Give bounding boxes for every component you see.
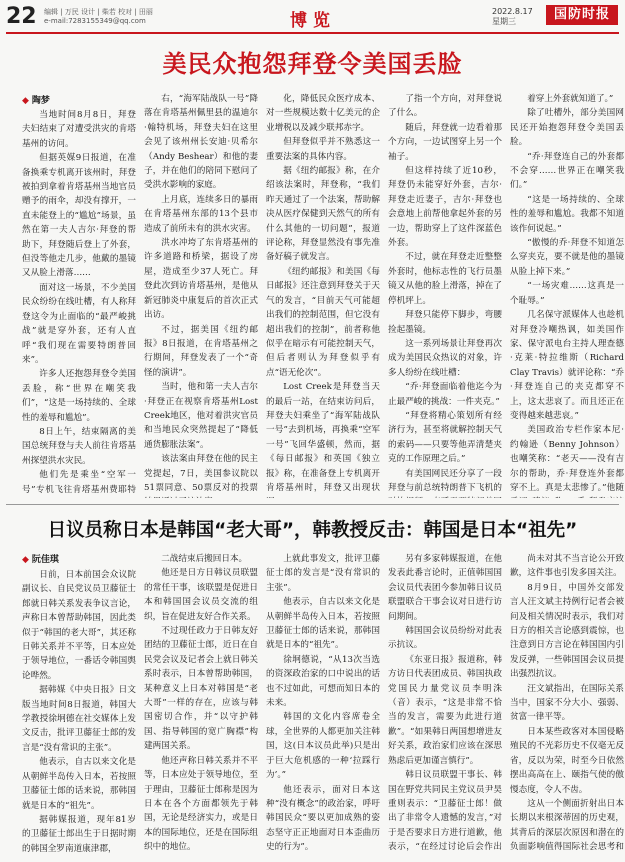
paragraph: 据韩媒《中央日报》日文版当地时间8日报道，韩国大学教授徐坰德在社交媒体上发文反击，批评卫藤征士郎的发言是“没有常识的主张”。 — [22, 685, 136, 753]
paragraph: “这是一场持续的、全球性的羞辱和尴尬。我都不知道该作何说起。” — [510, 194, 624, 234]
paragraph: 化，降低民众医疗成本、对一些规模达数十亿美元的企业增税以及减少联邦赤字。 — [266, 94, 380, 133]
paragraph: 徐坰德说，“从13次当选的资深政治家的口中说出的话也不过如此，可想而知日本的未来。 — [266, 654, 380, 709]
paragraph: 这从一个侧面折射出日本长期以来根深蒂固的历史观，其背后的深层次原因和潜在的负面影响值得国际社会思考和 — [510, 798, 624, 853]
paragraph: 《东亚日报》报道称，韩方访日代表团成员、韩国执政党国民力量党议员李明洙（音）表示，“这是非常不恰当的发言，需要为此进行道歉”。“如果韩日两国想增进友好关系，政治家们应该在深思熟虑后更加谨言慎行”。 — [388, 654, 502, 766]
paragraph: 他还声称日韩关系并不平等，日本应处于领导地位，至于理由，卫藤征士郎称是因为日本在各个方面都领先于韩国，无论是经济实力，或是日本的国际地位，还是在国际组织中的地位。 — [144, 755, 258, 853]
paragraph: 着穿上外套就知道了。” — [527, 94, 614, 104]
paragraph: 这一系列场景让拜登再次成为美国民众热议的对象，许多人纷纷在线吐槽： — [388, 338, 502, 378]
header-divider — [6, 32, 619, 34]
paragraph: 除了吐槽外，部分美国网民还开始抱怨拜登令美国丢脸。 — [510, 108, 624, 148]
paragraph: 该法案由拜登在他的民主党提起，7日，美国参议院以51票同意、50票反对的投票 — [144, 454, 258, 493]
paragraph: 他还表示，面对日本这种“没有概念”的政治家，呼吁韩国民众“要以更加成熟的姿态坚守正正地面对日本歪曲历史的行为”。 — [266, 784, 380, 853]
article1-column — [510, 92, 624, 498]
article2-column — [510, 552, 624, 854]
paragraph: 面对这一场景，不少美国民众纷纷在线吐槽，有人称拜登这令为止面临的“最严峻挑战”就是穿外套，还有人直呼“我们现在需要特朗普回来”。 — [22, 282, 136, 365]
paragraph: 当时，他和第一夫人吉尔·拜登正在视察肯塔基州Lost Creek地区，他对着洪灾官员和当地民众突然提起了“降低通货膨胀法案”。 — [144, 382, 258, 450]
paragraph: 《纽约邮报》和美国《每日邮报》还注意到拜登关于天气的发言，“目前天气可能超出我们的控制范围，但它没有超出我们的控制”，前者称他似乎在暗示有可能控制天气，但后者则认为拜登似乎有点“语无伦次”。 — [266, 266, 380, 378]
page-number: 22 — [6, 4, 37, 29]
article2-column — [22, 568, 136, 854]
paragraph: 但这样持续了近10秒，拜登仍未能穿好外套，吉尔·拜登走近妻子，吉尔·拜登也会意地上前帮他拿起外套的另一边，帮助穿上了这件深蓝色外套。 — [388, 166, 502, 249]
paragraph: 洪水冲垮了东肯塔基州的许多道路和桥梁，据设了房屋，造成至少37人死亡。拜登此次到访肯塔基州，是他从新冠肺炎中康复后的首次正式出访。 — [144, 238, 258, 321]
paragraph: “乔·拜登面临着他迄今为止最严峻的挑战：一件夹克。” — [388, 382, 502, 407]
paragraph: 上就此事发文，批评卫藤征士郎的发言是“没有常识的主张”。 — [266, 554, 380, 593]
paragraph: 据韩媒报道，现年81岁的卫藤征士郎出生于日据时期的韩国全罗南道康津郡， — [22, 814, 136, 854]
paragraph: 几名保守派媒体人也趁机对拜登冷嘲热讽，如美国作家、保守派电台主持人理查德·克莱·特拉维斯（Richard Clay Travis）就评论称：“乔·拜登连自己的夹克都穿不上，这太悲哀了。而且还正在变得越来越悲哀。” — [510, 310, 624, 421]
issue-date — [492, 7, 533, 27]
article2-headline: 日议员称日本是韩国“老大哥”，韩教授反击：韩国是日本“祖先” — [47, 520, 578, 541]
paragraph: “一场灾难……这真是一个耻辱。” — [510, 281, 624, 306]
editor-credits — [44, 8, 153, 26]
newspaper-logo: 国防时报 — [546, 5, 618, 25]
section-title: 博览 — [290, 11, 336, 31]
paragraph: 尚未对其不当言论公开致歉，这件事也引发多国关注。 — [510, 554, 624, 579]
article2-column — [266, 552, 380, 854]
article2-author: 阮佳琪 — [31, 555, 59, 565]
weekday-text: 星期三 — [492, 17, 516, 26]
paragraph: 他还是日方日韩议员联盟的常任干事，该联盟是促进日本和韩国国会议员交流的组织，旨在促进友好合作关系。 — [144, 568, 258, 622]
article-divider — [6, 504, 619, 505]
article2-column — [144, 552, 258, 854]
editor-line: 编辑 | 万民 设计 | 柴若 校对 | 田丽 — [44, 8, 153, 16]
paragraph: 上月底，连续多日的暴雨在肯塔基州东部的13个县市造成了前所未有的洪水灾害。 — [144, 194, 258, 234]
paragraph: 日本某些政客对本国侵略殖民的不光彩历史不仅毫无反省，反以为荣，时至今日依然摆出高高在上、颐指气使的傲慢态度，令人不齿。 — [510, 726, 624, 795]
paragraph: 但据英媒9日报道，在准备换乘专机离开该州时，拜登被拍到拿着肯塔基州当地官员赠予的雨伞，却没有撑开，一直未能登上的“尴尬”场景，虽然在第一夫人吉尔·拜登的帮助下，拜登随后登上了外套，但没等他走几步，他戴的墨镜又从脸上滑落…… — [22, 153, 136, 279]
paragraph: 据《纽约邮报》称，在介绍该法案时，拜登称，“我们昨天通过了一个法案，帮助解决从医疗保健到天然气的所有什么其他的一切问题”，报道评论称，拜登显然没有事先准备好稿子就发言。 — [266, 166, 380, 263]
article1-headline: 美民众抱怨拜登令美国丢脸 — [162, 50, 463, 78]
paragraph: 但拜登似乎并不熟悉这一重要法案的具体内容。 — [266, 137, 380, 162]
paragraph: Lost Creek是拜登当天的最后一站，在结束访问后，拜登夫妇乘坐了“海军陆战队一号”去到机场，再换乘“空军一号”飞回华盛顿，然而，据《每日邮报》和英国《独立报》称，在准备登上专机离开肯塔基州时，拜登又出现状 — [266, 382, 380, 493]
paragraph: 他表示，自古以来文化是从朝鲜半岛传入日本，若按照卫藤征士郎的话来说，那韩国就是日本的“祖先”。 — [22, 757, 136, 811]
paragraph: 他表示，自古以来文化是从朝鲜半岛传入日本，若按照卫藤征士郎的话来说，那韩国就是日本的“祖先”。 — [266, 597, 380, 651]
article1-byline — [22, 93, 50, 106]
article1-column — [266, 92, 380, 498]
paragraph: 右，“海军陆战队一号”降落在肯塔基州佩里县的温迪尔·翰特机场，拜登夫妇在这里会见了该州州长安迪·贝希尔（Andy Beshear）和他的妻子，并在他们的陪同下慰问了受洪水影响的家庭。 — [144, 94, 258, 191]
paragraph: 当地时间8月8日，拜登夫妇结束了对遭受洪灾的肯塔基州的访问。 — [22, 110, 136, 149]
paragraph: 二战结束后搬回日本。 — [161, 554, 248, 564]
paragraph: “乔·拜登连自己的外套都不会穿……世界正在嘲笑我们。” — [510, 151, 624, 191]
paragraph: 不过，据美国《纽约邮报》8日报道，在肯塔基州之行期间，拜登发表了一个“奇怪的演讲”。 — [144, 324, 258, 378]
paragraph: 许多人还抱怨拜登令美国丢脸，称“世界在嘲笑我们”，“这是一场持续的、全球性的羞辱和尴尬”。 — [22, 369, 136, 423]
paragraph: 不过，就在拜登走近整整外套时，他标志性的飞行员墨镜又从他的脸上滑落，掉在了停机坪上。 — [388, 252, 502, 306]
page-header — [0, 0, 625, 32]
article1-author: 陶梦 — [31, 96, 50, 106]
paragraph: 美国政治专栏作家本尼·约翰逊（Benny Johnson）也嘲笑称：“老天——没有吉尔的帮助，乔·拜登连外套都穿不上。真是太悲惨了。”他随 — [510, 425, 624, 493]
paragraph: 另有多家韩媒报道，在他发表此番言论时，正值韩国国会议员代表团今参加韩日议员联盟联合干事会议对日进行访问期间。 — [388, 554, 502, 622]
paragraph: 8日上午，结束隔离的美国总统拜登与夫人前往肯塔基州探望洪水灾民。 — [22, 426, 136, 466]
paragraph: 日前，日本前国会众议院副议长、自民党议员卫藤征士郎就日韩关系发表争议言论，声称日本曾帮助韩国，因此类似于“韩国的老大哥”，其还称日韩关系并不平等，日本应处于领导地位，一番话令韩国舆论哗然。 — [22, 570, 136, 681]
article2-byline — [22, 552, 59, 565]
diamond-icon: ◆ — [22, 555, 29, 565]
paragraph: 拜登只能停下脚步，弯腰捡起墨镜。 — [388, 310, 502, 335]
article2-column — [388, 552, 502, 854]
paragraph: 韩国的文化内容席卷全球，全世界的人都更加关注韩国，这(日本议员此举)只是出于巨大危机感的一种‘拉踩行为’。” — [266, 712, 380, 781]
paragraph: 他们先是乘坐“空军一号”专机飞往肯塔基州费耶特 — [22, 470, 136, 495]
article1-column — [144, 92, 258, 498]
paragraph: 汪文斌指出，在国际关系当中，国家不分大小、强弱、贫富一律平等。 — [510, 683, 624, 723]
paragraph: 韩日议员联盟干事长、韩国在野党共同民主党议员尹昊重则表示：“卫藤征士郎！做出了非常令人遗憾的发言，”对于是否要求日方进行道歉，他表示，“在经过讨论后会作出 — [388, 770, 502, 853]
diamond-icon: ◆ — [22, 96, 29, 106]
paragraph: 韩国国会议员纷纷对此表示抗议。 — [388, 626, 502, 651]
date-text: 2022.8.17 — [492, 7, 533, 16]
paragraph: 不过现任政力于日韩友好团结的卫藤征士郎，近日在自民党会议及记者会上就日韩关系时表示，日本曾帮助韩国，某种意义上日本对韩国是“老大哥”一样的存在，应该与韩国密切合作，并“以守护韩国、指导韩国的宽广胸襟”构建两国关系。 — [144, 626, 258, 752]
paragraph: 8月9日，中国外交部发言人汪文斌主持例行记者会被问及相关情况时表示，我们对日方的相关言论感到震惊，也注意到日方言论在韩国国内引发反弹，一些韩国国会议员提出强烈抗议。 — [510, 582, 624, 680]
paragraph: 有美国网民还分享了一段拜登与前总统特朗普下飞机的 — [388, 468, 502, 493]
article1-column — [388, 92, 502, 498]
paragraph: “傲慢的乔·拜登不知道怎么穿夹克，要不就是他的墨镜从脸上掉下来。” — [510, 238, 624, 277]
paragraph: 了指一个方向，对拜登说了什么。 — [388, 94, 502, 119]
paragraph: 随后，拜登就一边看着那个方向，一边试图穿上另一个袖子。 — [388, 122, 502, 162]
email-line: e-mail:7283155349@qq.com — [44, 17, 146, 25]
paragraph: “拜登将精心策划所有经济行为，甚至将就解控制天气的索码——只要等他弄清楚夹克的工作原理之后。” — [388, 410, 502, 465]
article1-column — [22, 108, 136, 498]
